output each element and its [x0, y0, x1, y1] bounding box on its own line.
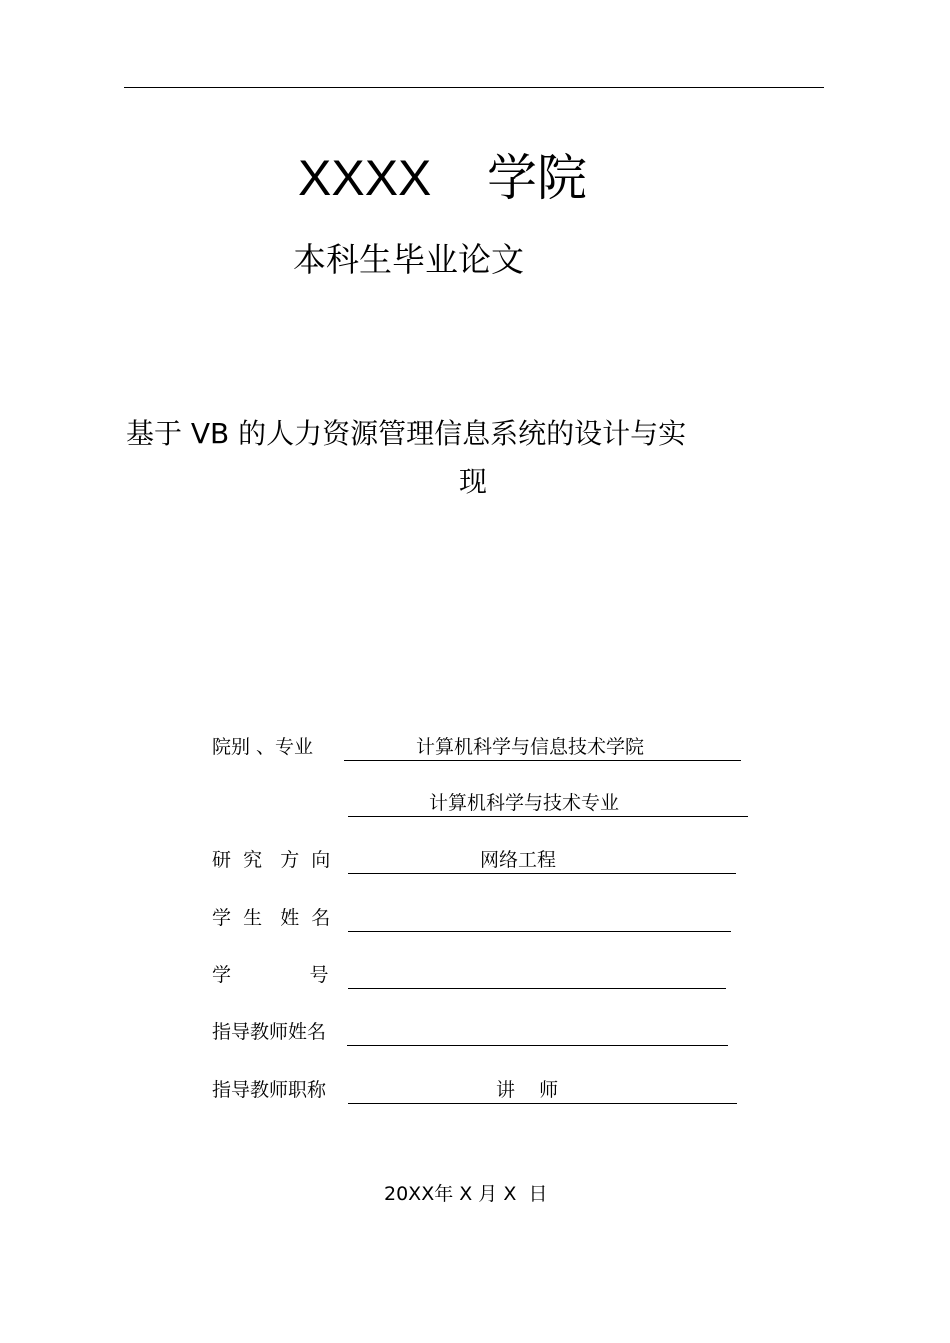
degree-title: 本科生毕业论文: [293, 240, 524, 279]
major-value: 计算机科学与技术专业: [429, 792, 620, 814]
advisor-title-field: [348, 1077, 737, 1104]
major-field: [348, 790, 748, 817]
advisor-name-label: 指导教师姓名: [212, 1021, 327, 1043]
student-id-field: [348, 962, 726, 989]
thesis-title-line2: 现: [458, 465, 487, 498]
submission-date: 20XX年 X 月 X 日: [384, 1183, 548, 1205]
department-value: 计算机科学与信息技术学院: [416, 736, 645, 758]
thesis-title-line1: 基于 VB 的人力资源管理信息系统的设计与实: [126, 417, 687, 450]
school-name: XXXX 学院: [298, 150, 587, 206]
research-direction-field: [348, 847, 736, 874]
advisor-name-field: [347, 1019, 728, 1046]
department-field: [344, 734, 741, 761]
department-label: 院别 、专业: [212, 736, 314, 758]
research-direction-value: 网络工程: [480, 849, 557, 871]
top-rule: [124, 87, 824, 88]
student-name-field: [348, 905, 731, 932]
student-name-label: 学 生 姓 名: [212, 907, 331, 929]
thesis-title: [126, 410, 826, 506]
research-direction-label: 研 究 方 向: [212, 849, 331, 871]
student-id-label: 学 号: [212, 964, 329, 986]
advisor-title-value: 讲 师: [496, 1079, 559, 1101]
advisor-title-label: 指导教师职称: [212, 1079, 327, 1101]
